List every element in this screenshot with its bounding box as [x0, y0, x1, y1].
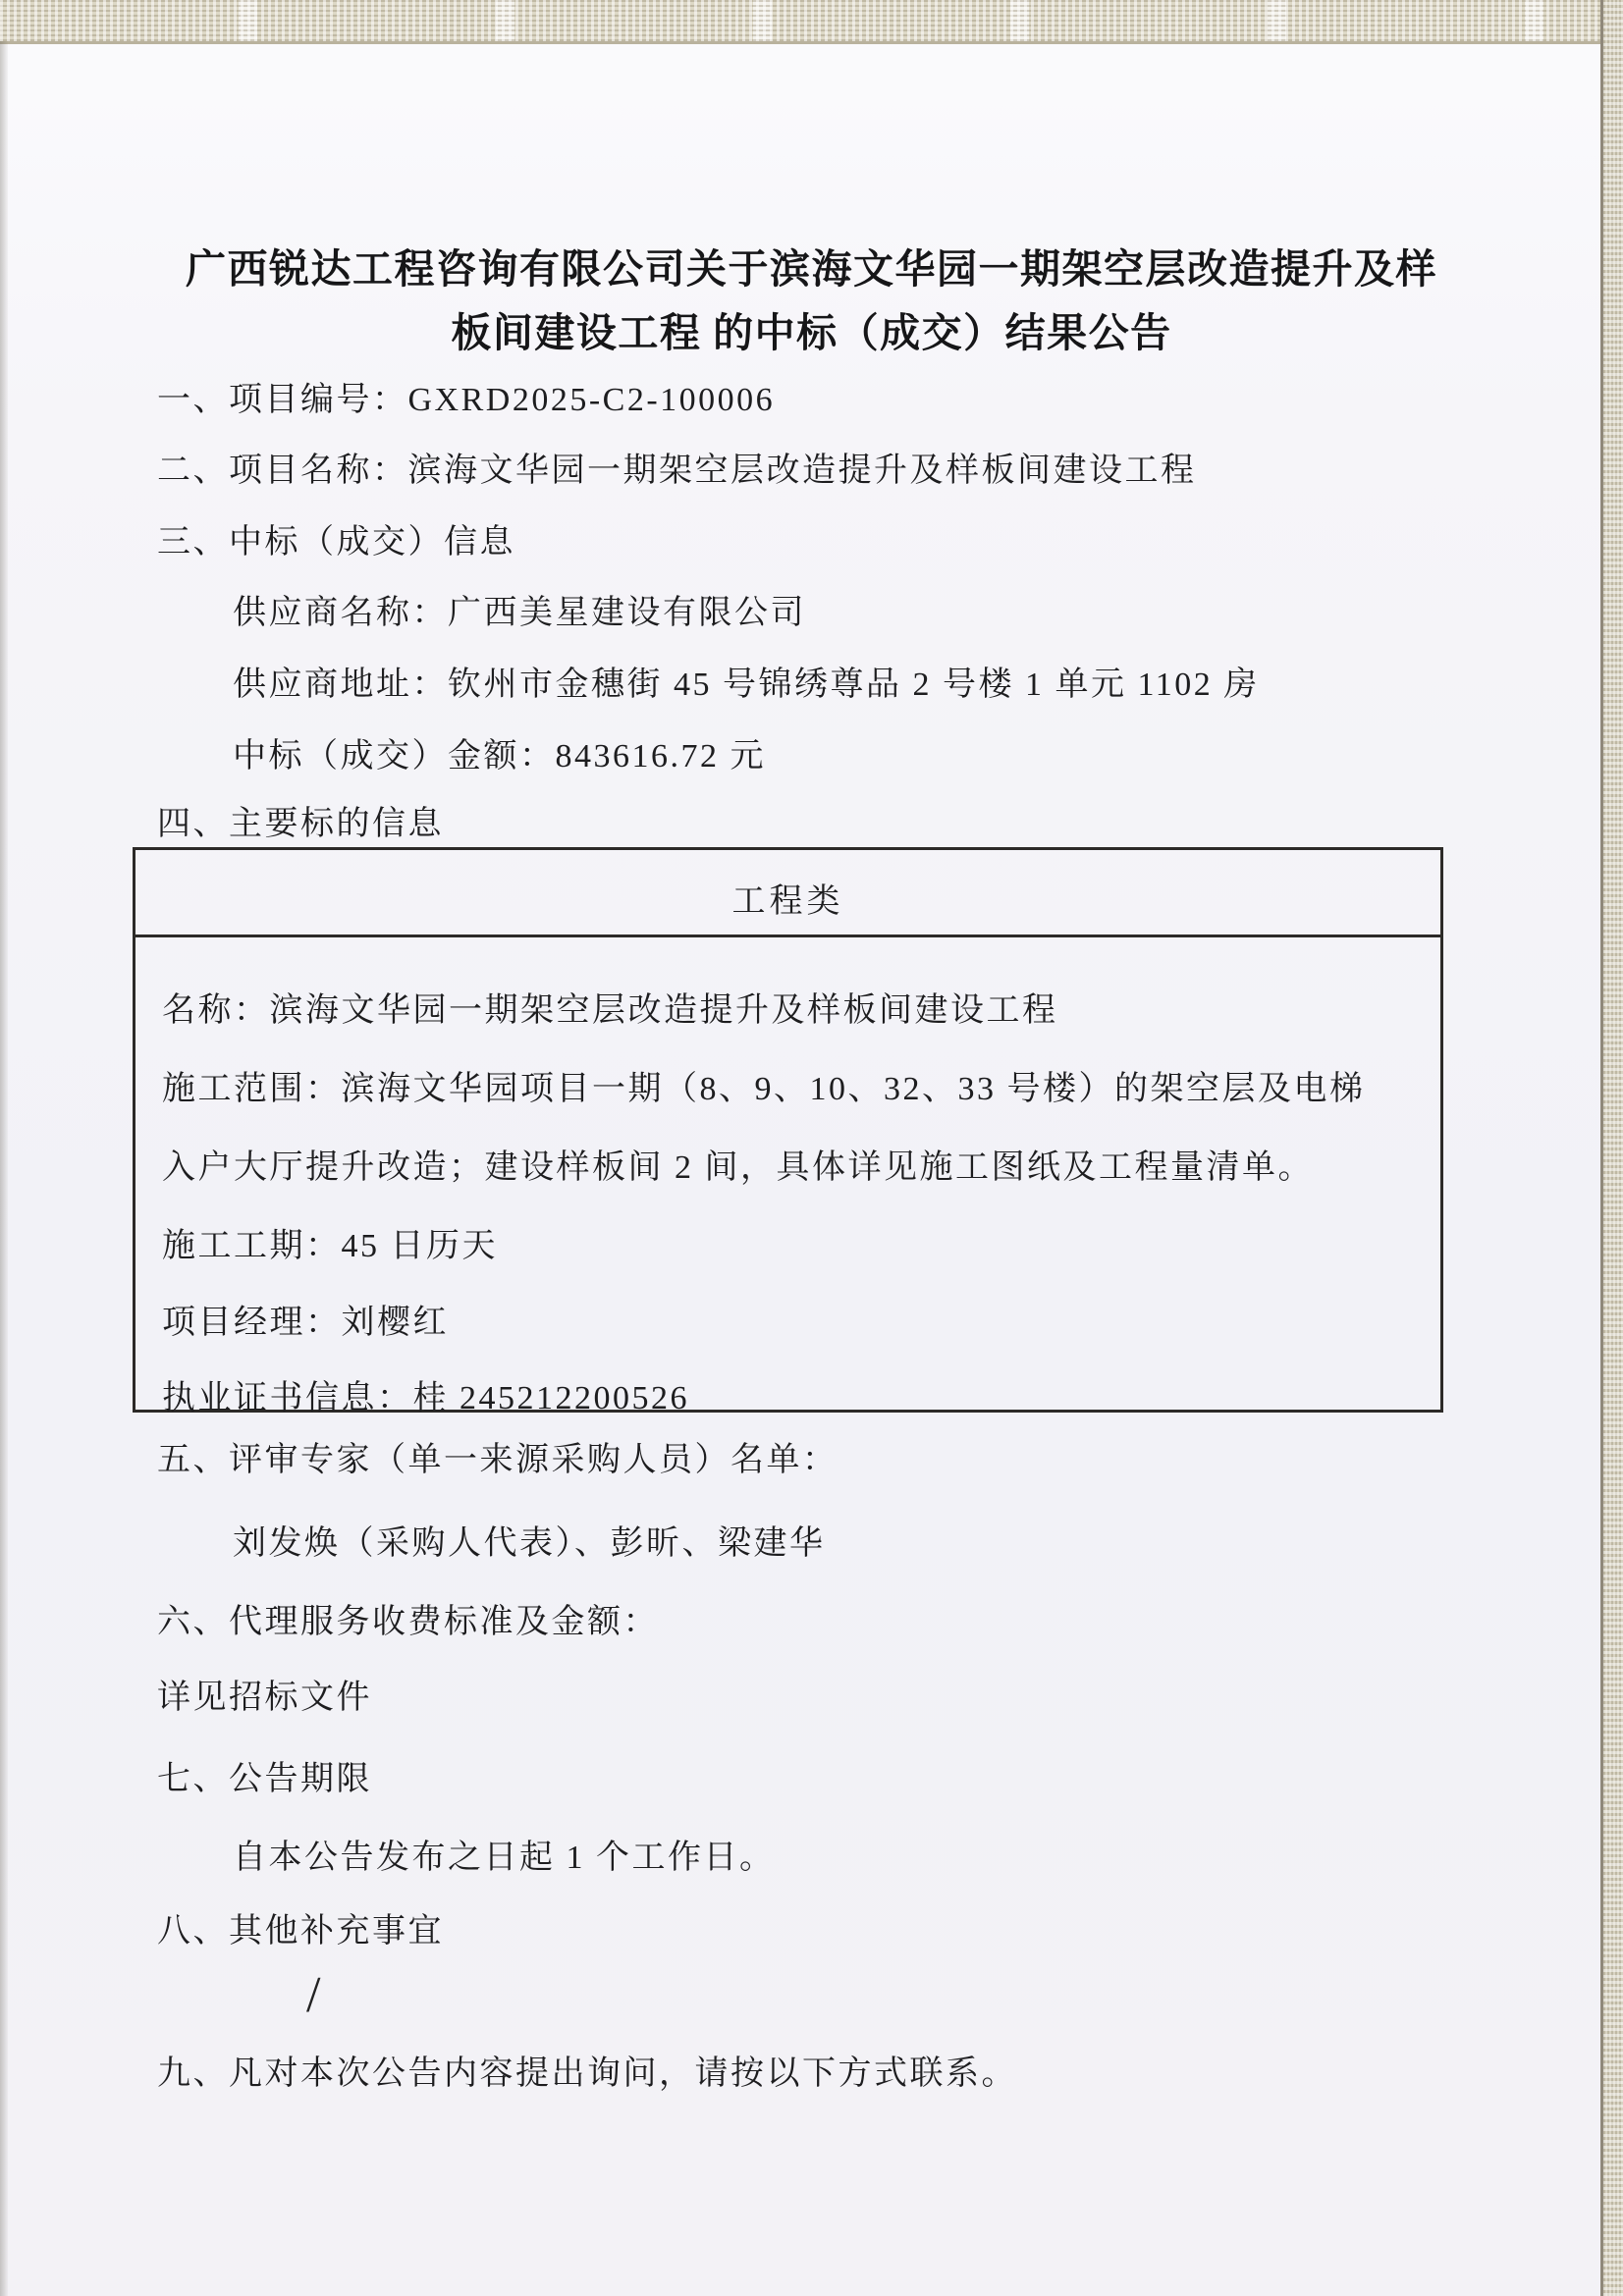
table-row-duration: 施工工期：45 日历天 [162, 1228, 498, 1264]
table-row-certificate: 执业证书信息：桂 245212200526 [162, 1380, 689, 1416]
item-subject-info-header: 四、主要标的信息 [157, 806, 444, 842]
award-amount: 中标（成交）金额：843616.72 元 [233, 738, 766, 774]
agency-fee-note: 详见招标文件 [157, 1680, 372, 1716]
supplement-slash: / [306, 1967, 321, 2023]
item-experts-header: 五、评审专家（单一来源采购人员）名单： [157, 1442, 839, 1478]
scanner-edge-texture-top [0, 0, 1623, 44]
scanner-edge-shadow-left [0, 41, 8, 2296]
item-notice-period-header: 七、公告期限 [157, 1761, 372, 1797]
table-header-row [135, 850, 1440, 937]
supplier-name: 供应商名称：广西美星建设有限公司 [233, 595, 806, 631]
announcement-title-line2: 板间建设工程 的中标（成交）结果公告 [451, 310, 1172, 355]
table-row-project-manager: 项目经理：刘樱红 [162, 1305, 449, 1341]
announcement-title-line1: 广西锐达工程咨询有限公司关于滨海文华园一期架空层改造提升及样 [186, 246, 1437, 292]
table-row-scope-line1: 施工范围：滨海文华园项目一期（8、9、10、32、33 号楼）的架空层及电梯 [162, 1071, 1366, 1107]
experts-list: 刘发焕（采购人代表）、彭昕、梁建华 [233, 1525, 826, 1562]
item-supplement-header: 八、其他补充事宜 [157, 1913, 444, 1949]
item-agency-fee-header: 六、代理服务收费标准及金额： [157, 1604, 659, 1640]
table-header-category: 工程类 [731, 883, 844, 920]
table-row-scope-line2: 入户大厅提升改造；建设样板间 2 间，具体详见施工图纸及工程量清单。 [162, 1149, 1314, 1186]
subject-info-table [133, 847, 1443, 1416]
item-contact-header: 九、凡对本次公告内容提出询问，请按以下方式联系。 [157, 2056, 1017, 2092]
item-project-name: 二、项目名称：滨海文华园一期架空层改造提升及样板间建设工程 [157, 453, 1197, 489]
supplier-address: 供应商地址：钦州市金穗街 45 号锦绣尊品 2 号楼 1 单元 1102 房 [233, 667, 1260, 703]
notice-period-text: 自本公告发布之日起 1 个工作日。 [233, 1840, 776, 1876]
item-project-number: 一、项目编号：GXRD2025-C2-100006 [157, 382, 776, 418]
table-row-name: 名称：滨海文华园一期架空层改造提升及样板间建设工程 [162, 992, 1058, 1029]
item-award-info-header: 三、中标（成交）信息 [157, 524, 515, 561]
